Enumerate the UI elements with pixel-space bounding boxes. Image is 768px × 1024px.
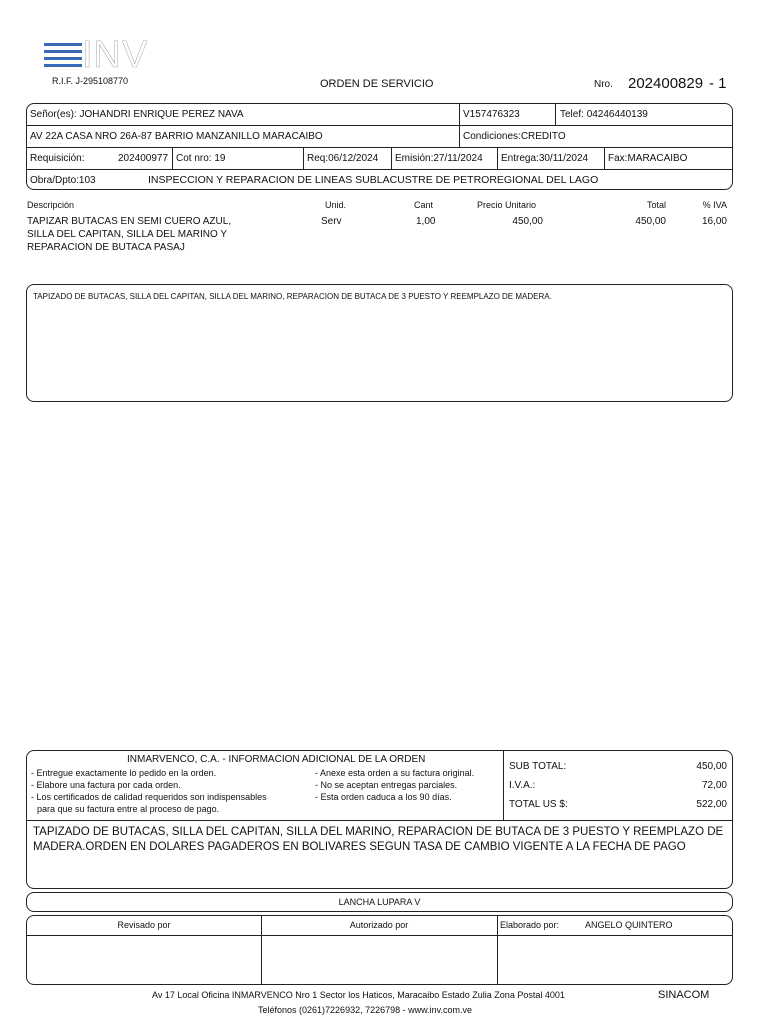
info-left-3: - Los certificados de calidad requeridos son indispensables	[31, 792, 267, 802]
item-unid: Serv	[321, 216, 342, 227]
order-number: 202400829	[628, 75, 704, 92]
item-total: 450,00	[635, 216, 666, 227]
item-iva: 16,00	[701, 216, 727, 227]
subtotal-label: SUB TOTAL:	[509, 761, 567, 772]
iva-label: I.V.A.:	[509, 780, 536, 791]
obra-value: 103	[78, 174, 96, 186]
emision-label: Emisión:	[395, 153, 434, 164]
col-header-cant: Cant	[414, 200, 434, 210]
client-id: V157476323	[463, 109, 520, 120]
iva-value: 72,00	[701, 780, 727, 791]
additional-info-box	[26, 750, 733, 889]
info-left-1: - Entregue exactamente lo pedido en la orden.	[31, 768, 217, 778]
elaborado-label: Elaborado por:	[500, 920, 560, 930]
client-name: JOHANDRI ENRIQUE PEREZ NAVA	[79, 109, 244, 120]
info-right-3: - Esta orden caduca a los 90 días.	[315, 792, 452, 802]
rif: R.I.F. J-295108770	[52, 76, 129, 86]
cot-label: Cot nro:	[176, 153, 212, 164]
info-left-2: - Elabore una factura por cada orden.	[31, 780, 181, 790]
notes-box	[26, 284, 733, 402]
client-address: AV 22A CASA NRO 26A-87 BARRIO MANZANILLO MARACAIBO	[30, 131, 323, 142]
item-desc-line3: REPARACION DE BUTACA PASAJ	[27, 242, 185, 253]
fax-label: Fax:	[608, 153, 628, 164]
client-info-box	[26, 103, 733, 190]
vessel-name: LANCHA LUPARA V	[338, 897, 421, 907]
info-title: INMARVENCO, C.A. - INFORMACION ADICIONAL DE LA ORDEN	[127, 754, 426, 765]
info-right-1: - Anexe esta orden a su factura original.	[315, 768, 475, 778]
cot-value: 19	[214, 153, 226, 164]
item-desc-line2: SILLA DEL CAPITAN, SILLA DEL MARINO Y	[27, 229, 228, 240]
item-desc-line1: TAPIZAR BUTACAS EN SEMI CUERO AZUL,	[27, 216, 232, 227]
company-address: Av 17 Local Oficina INMARVENCO Nro 1 Sector los Haticos, Maracaibo Estado Zulia Zona Postal 4001	[152, 990, 565, 1000]
col-header-precio: Precio Unitario	[477, 200, 537, 210]
order-number-suffix: - 1	[709, 75, 727, 92]
condiciones-value: CREDITO	[520, 131, 566, 142]
requisicion-value: 202400977	[118, 153, 169, 164]
obra-label: Obra/Dpto:	[30, 174, 79, 186]
signatures-box	[26, 915, 733, 985]
client-phone: 04246440139	[586, 109, 648, 120]
elaborado-name: ANGELO QUINTERO	[585, 920, 673, 930]
logo-text: INV	[82, 34, 149, 76]
company-logo	[44, 34, 149, 76]
notes-text: TAPIZADO DE BUTACAS, SILLA DEL CAPITAN, SILLA DEL MARINO, REPARACION DE BUTACA DE 3 PUESTO Y REEMPLAZO DE MADERA.	[33, 292, 552, 301]
total-value: 522,00	[696, 799, 727, 810]
order-number-label: Nro.	[594, 79, 613, 90]
col-header-unid: Unid.	[325, 200, 347, 210]
revisado-label: Revisado por	[117, 920, 171, 930]
req-label: Req:	[307, 153, 329, 164]
req-date: 06/12/2024	[328, 153, 379, 164]
observations-line1: TAPIZADO DE BUTACAS, SILLA DEL CAPITAN, SILLA DEL MARINO, REPARACION DE BUTACA DE 3 PUESTO Y REEMPLAZO DE	[33, 826, 724, 838]
info-left-4: para que su factura entre al proceso de pago.	[37, 804, 220, 814]
col-header-descripcion: Descripción	[27, 200, 75, 210]
condiciones-label: Condiciones:	[463, 131, 521, 142]
document-title: ORDEN DE SERVICIO	[320, 78, 434, 90]
total-label: TOTAL US $:	[509, 799, 568, 810]
requisicion-label: Requisición:	[30, 153, 85, 164]
obra-description: INSPECCION Y REPARACION DE LINEAS SUBLACUSTRE DE PETROREGIONAL DEL LAGO	[148, 174, 599, 186]
telef-label: Telef:	[560, 109, 584, 120]
observations-line2: MADERA.ORDEN EN DOLARES PAGADEROS EN BOLIVARES SEGUN TASA DE CAMBIO VIGENTE A LA FECHA DE PAGO	[33, 841, 686, 853]
autorizado-label: Autorizado por	[349, 920, 409, 930]
col-header-iva: % IVA	[702, 200, 727, 210]
col-header-total: Total	[646, 200, 666, 210]
item-precio: 450,00	[512, 216, 543, 227]
info-right-2: - No se aceptan entregas parciales.	[315, 780, 458, 790]
fax-value: MARACAIBO	[627, 153, 688, 164]
subtotal-value: 450,00	[696, 761, 727, 772]
system-name: SINACOM	[658, 989, 710, 1001]
entrega-label: Entrega:	[501, 153, 539, 164]
company-phones: Teléfonos (0261)7226932, 7226798 - www.inv.com.ve	[258, 1005, 472, 1015]
item-cant: 1,00	[416, 216, 436, 227]
emision-date: 27/11/2024	[433, 153, 483, 164]
table-row	[27, 216, 729, 256]
entrega-date: 30/11/2024	[538, 153, 589, 164]
vessel-box	[26, 892, 733, 912]
senor-label: Señor(es):	[30, 109, 77, 120]
